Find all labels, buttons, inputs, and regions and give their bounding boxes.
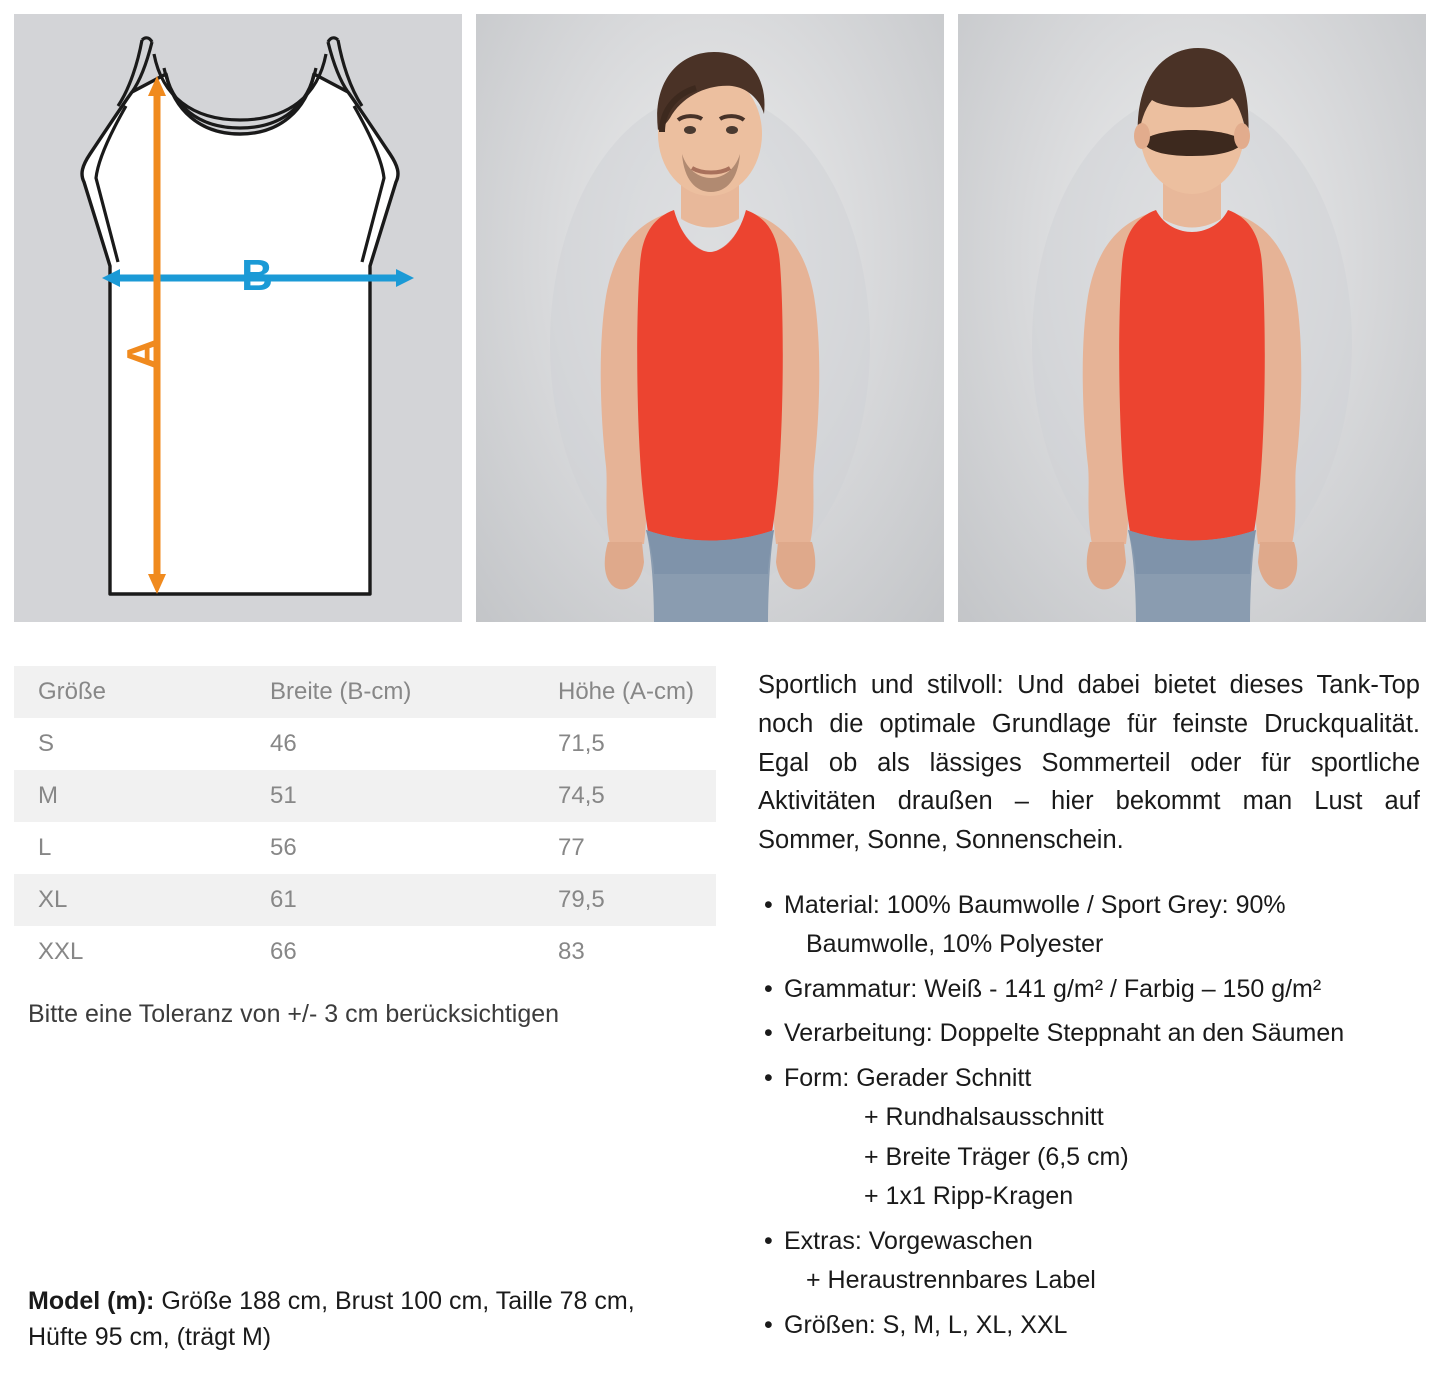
feature-sub-straps: + Breite Träger (6,5 cm) xyxy=(864,1142,1129,1171)
table-row xyxy=(14,926,716,978)
tolerance-note: Bitte eine Toleranz von +/- 3 cm berücksichtigen xyxy=(28,1000,560,1028)
feature-sub-neckline: + Rundhalsausschnitt xyxy=(864,1103,1104,1132)
feature-list xyxy=(758,886,1420,1346)
col-header-width: Breite (B-cm) xyxy=(270,678,412,705)
size-table xyxy=(14,666,716,978)
cell-size: M xyxy=(38,782,58,809)
cell-size: S xyxy=(38,730,55,757)
feature-main: Grammatur: Weiß - 141 g/m² / Farbig – 150 g/m² xyxy=(784,974,1322,1003)
cell-size: L xyxy=(38,834,52,861)
cell-height: 77 xyxy=(558,834,585,861)
list-item xyxy=(758,1306,1420,1346)
tank-top-diagram-icon xyxy=(14,14,462,622)
feature-sub-collar: + 1x1 Ripp-Kragen xyxy=(864,1182,1074,1211)
feature-main: Verarbeitung: Doppelte Steppnaht an den Säumen xyxy=(784,1019,1345,1048)
model-front-photo xyxy=(476,14,944,622)
col-header-height: Höhe (A-cm) xyxy=(558,678,695,705)
cell-width: 51 xyxy=(270,782,297,809)
model-measurements-note xyxy=(28,1284,728,1355)
model-back-illustration xyxy=(958,14,1426,622)
table-row xyxy=(14,770,716,822)
model-front-illustration xyxy=(476,14,944,622)
table-row xyxy=(14,822,716,874)
model-back-photo xyxy=(958,14,1426,622)
feature-main: Form: Gerader Schnitt xyxy=(784,1063,1032,1092)
height-label: A xyxy=(118,338,167,370)
feature-main: Extras: Vorgewaschen xyxy=(784,1226,1033,1255)
col-header-size: Größe xyxy=(38,678,107,705)
cell-height: 79,5 xyxy=(558,886,605,913)
feature-sub: + Heraustrennbares Label xyxy=(806,1266,1096,1295)
product-intro-text: Sportlich und stilvoll: Und dabei bietet dieses Tank-Top noch die optimale Grundlage für feinste Druckqualität. Egal ob als lässiges Sommerteil oder für sportliche Aktivitäten draußen – hier bekommt man Lust auf Sommer, Sonne, Sonnenschein. xyxy=(758,671,1420,854)
cell-width: 56 xyxy=(270,834,297,861)
table-row xyxy=(14,874,716,926)
table-row xyxy=(14,718,716,770)
technical-drawing-panel xyxy=(14,14,462,622)
list-item xyxy=(758,886,1420,965)
model-note-line2: Hüfte 95 cm, (trägt M) xyxy=(28,1322,272,1351)
list-item xyxy=(758,1059,1420,1217)
cell-height: 83 xyxy=(558,938,585,965)
model-note-line1: Größe 188 cm, Brust 100 cm, Taille 78 cm, xyxy=(154,1287,635,1315)
cell-width: 66 xyxy=(270,938,297,965)
list-item xyxy=(758,1014,1420,1054)
cell-height: 71,5 xyxy=(558,730,605,757)
details-section xyxy=(0,622,1448,1350)
product-image-row xyxy=(0,0,1448,622)
list-item xyxy=(758,970,1420,1010)
feature-main: Größen: S, M, L, XL, XXL xyxy=(784,1310,1068,1339)
size-chart-column xyxy=(14,666,730,1350)
list-item xyxy=(758,1222,1420,1301)
feature-sub: Baumwolle, 10% Polyester xyxy=(806,930,1104,959)
description-column xyxy=(730,666,1420,1350)
table-header-row xyxy=(14,666,716,718)
cell-width: 61 xyxy=(270,886,297,913)
cell-size: XXL xyxy=(38,938,84,965)
feature-main: Material: 100% Baumwolle / Sport Grey: 90% xyxy=(784,890,1286,919)
cell-width: 46 xyxy=(270,730,297,757)
cell-size: XL xyxy=(38,886,68,913)
cell-height: 74,5 xyxy=(558,782,605,809)
model-note-label: Model (m): xyxy=(28,1287,155,1315)
width-label: B xyxy=(241,251,273,300)
